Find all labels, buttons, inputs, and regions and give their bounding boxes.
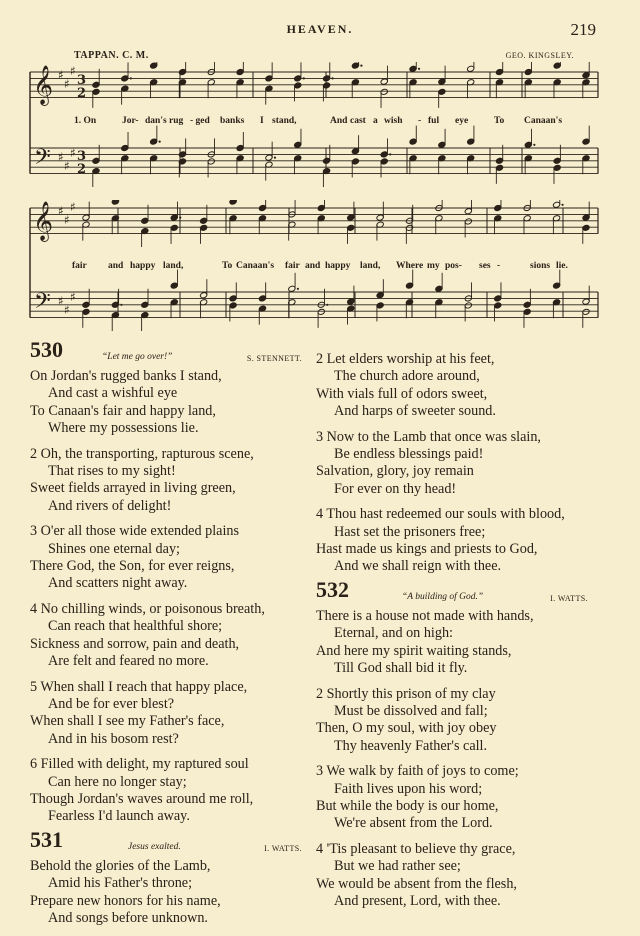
stanza [316,506,616,575]
verse-line: 2 Let elders worship at his feet, [316,351,495,367]
verse-line: Behold the glories of the Lamb, [30,858,211,875]
dot [159,141,161,143]
hymn-532-header [316,577,616,608]
verse-line: And songs before unknown. [48,910,208,927]
verse-line: Hast set the prisoners free; [334,523,486,540]
stanza [316,608,616,677]
verse-line: Salvation, glory, joy remain [316,463,474,480]
stanza [316,686,616,755]
verse-line: That rises to my sight! [48,462,176,479]
verse-line: And in his bosom rest? [48,730,179,747]
verse-line: And scatters night away. [48,575,188,592]
lyric-syllable: I [260,116,264,126]
verse-line: Though Jordan's waves around me roll, [30,791,254,808]
lyric-syllable: eye [455,116,469,126]
tune-name: TAPPAN. C. M. [74,50,149,61]
lyric-syllable: And [330,116,348,126]
dot [561,204,563,206]
verse-line: 4 No chilling winds, or poisonous breath, [30,601,265,618]
lyric-syllable: land, [360,261,381,271]
stanza [30,679,302,748]
verse-line: Thy heavenly Father's call. [334,737,488,754]
hymn-531-continued-text [316,351,616,576]
verse-line: But we had rather see; [334,858,461,875]
dot [533,144,535,146]
dot [297,288,299,290]
lyric-syllable: - [497,261,501,271]
lyric-syllable: fair [285,261,300,271]
sharp-icon: ♯ [70,64,76,78]
hymn-number: 531 [30,827,63,853]
hymn-author: S. STENNETT. [246,354,302,363]
verse-line: Are felt and feared no more. [48,652,209,669]
verse-line: Hast made us kings and priests to God, [316,540,538,557]
lyric-syllable: and [305,261,321,271]
verse-line: 4 Thou hast redeemed our souls with blood, [316,506,565,523]
lyric-syllable: dan's [145,116,167,126]
page-number: 219 [570,20,596,39]
verse-line: Fearless I'd launch away. [48,808,190,825]
hymn-title: “Let me go over!” [102,352,173,362]
lyric-syllable: cast [350,116,366,126]
verse-line: Eternal, and on high: [334,625,453,642]
hymn-531-text [30,858,302,927]
verse-line: When shall I see my Father's face, [30,713,225,730]
hymn-number: 530 [30,337,63,362]
dot [418,68,420,70]
verse-line: 2 Oh, the transporting, rapturous scene, [30,445,254,462]
verse-line: Sickness and sorrow, pain and death, [30,635,240,652]
verse-line: The church adore around, [334,368,480,385]
verse-line: Till God shall bid it fly. [334,659,468,676]
lyric-syllable: Where [396,261,424,271]
time-signature-treble: 3 [77,73,87,88]
lyric-syllable: To [222,261,233,271]
sharp-icon: ♯ [70,146,76,160]
dot [303,77,305,79]
verse-line: Amid his Father's throne; [48,875,193,892]
stanza [30,858,302,927]
verse-line: 2 Shortly this prison of my clay [316,685,496,702]
tune-composer: GEO. KINGSLEY. [505,51,574,60]
lyrics-line-2 [0,261,640,273]
verse-line: And present, Lord, with thee. [334,893,501,910]
dot [179,217,181,219]
lyric-syllable: wish [384,116,403,126]
stanza [316,429,616,498]
lyric-syllable: Jor- [122,116,139,126]
verse-line: On Jordan's rugged banks I stand, [30,368,222,384]
verse-line: 4 'Tis pleasant to believe thy grace, [316,841,516,858]
bass-clef-icon: 𝄢 [34,145,51,175]
verse-line: 3 O'er all those wide extended plains [30,523,240,540]
hymn-531-header [30,827,302,858]
treble-clef-icon: 𝄞 [33,65,54,105]
time-signature-bass: 2 [77,162,87,177]
stanza [30,446,302,515]
verse-line: Faith lives upon his word; [334,780,483,797]
dot [130,77,132,79]
stanza [30,756,302,825]
lyric-syllable: ses [479,261,491,271]
music-system-1 [0,62,640,202]
running-title: HEAVEN. [286,22,354,36]
lyric-syllable: happy [130,261,156,271]
lyric-syllable: - [418,116,422,126]
lyric-syllable: 1. On [74,116,97,126]
sharp-icon: ♯ [64,77,70,91]
lyric-syllable: To [494,116,505,126]
verse-line: 6 Filled with delight, my raptured soul [30,756,249,773]
verse-line: Can reach that healthful shore; [48,618,223,635]
lyric-syllable: ful [428,116,440,126]
stanza [30,601,302,670]
verse-line: Be endless blessings paid! [334,445,484,462]
verse-line: We're absent from the Lord. [334,815,493,832]
verse-line: And be for ever blest? [48,696,175,713]
verse-line: And harps of sweeter sound. [334,402,496,419]
lyric-syllable: stand, [272,116,297,126]
verse-line: 3 We walk by faith of joys to come; [316,763,519,780]
stanza [30,523,302,592]
verse-line: We would be absent from the flesh, [316,875,517,892]
verse-line: Where my possessions lie. [48,419,199,436]
sharp-icon: ♯ [64,159,70,173]
verse-line: And here my spirit waiting stands, [316,642,512,659]
sharp-icon: ♯ [70,290,76,304]
lyric-syllable: rug [169,116,184,126]
hymn-title: Jesus exalted. [128,842,181,853]
lyric-syllable: pos- [445,261,462,271]
hymn-author: I. WATTS. [550,594,588,604]
verse-line: Then, O my soul, with joy obey [316,720,497,737]
bass-clef-icon: 𝄢 [34,289,51,319]
lyric-syllable: my [427,261,440,271]
sharp-icon: ♯ [64,303,70,317]
dot [274,157,276,159]
lyric-syllable: banks [220,116,245,126]
stanza [316,351,616,420]
verse-line: Can here no longer stay; [48,773,187,790]
sharp-icon: ♯ [58,150,64,164]
hymn-author: I. WATTS. [264,844,302,854]
verse-line: Prepare new honors for his name, [30,892,221,909]
verse-line: And cast a wishful eye [48,385,178,402]
verse-line: Sweet fields arrayed in living green, [30,480,236,497]
dot [331,77,333,79]
verse-line: Shines one eternal day; [48,540,180,557]
sharp-icon: ♯ [58,294,64,308]
verse-line: And we shall reign with thee. [334,558,502,575]
sharp-icon: ♯ [70,200,76,214]
dot [326,304,328,306]
sharp-icon: ♯ [58,68,64,82]
verse-line: Must be dissolved and fall; [334,703,488,720]
lyric-syllable: - ged [190,116,210,126]
lyric-syllable: a [373,116,378,126]
lyric-syllable: happy [325,261,351,271]
lyric-syllable: sions [530,261,551,271]
hymn-530-header [30,337,302,368]
lyrics-line-1 [0,116,640,128]
dot [389,153,391,155]
lyric-syllable: fair [72,261,87,271]
dot [120,304,122,306]
time-signature-bass: 3 [77,149,87,164]
verse-line: To Canaan's fair and happy land, [30,402,216,419]
stanza [30,368,302,437]
sharp-icon: ♯ [64,213,70,227]
lyric-syllable: lie. [556,261,568,271]
treble-clef-icon: 𝄞 [33,201,54,241]
verse-line: 5 When shall I reach that happy place, [30,678,248,695]
sharp-icon: ♯ [58,204,64,218]
hymn-530-text [30,368,302,826]
time-signature-treble: 2 [77,86,87,101]
verse-line: There is a house not made with hands, [316,608,534,625]
verse-line: But while the body is our home, [316,798,499,815]
lyric-syllable: land, [163,261,184,271]
verse-line: For ever on thy head! [334,480,457,497]
hymn-title: “A building of God.” [402,592,484,603]
lyric-syllable: Canaan's [236,261,275,271]
hymn-532-text [316,608,616,910]
verse-line: With vials full of odors sweet, [316,385,488,402]
hymn-number: 532 [316,577,349,603]
verse-line: 3 Now to the Lamb that once was slain, [316,428,541,445]
stanza [316,763,616,832]
lyric-syllable: and [108,261,124,271]
verse-line: And rivers of delight! [48,497,172,514]
left-column [30,337,302,936]
right-column [316,351,616,919]
lyric-syllable: Canaan's [524,116,563,126]
verse-line: There God, the Son, for ever reigns, [30,557,235,574]
dot [360,65,362,67]
stanza [316,841,616,910]
